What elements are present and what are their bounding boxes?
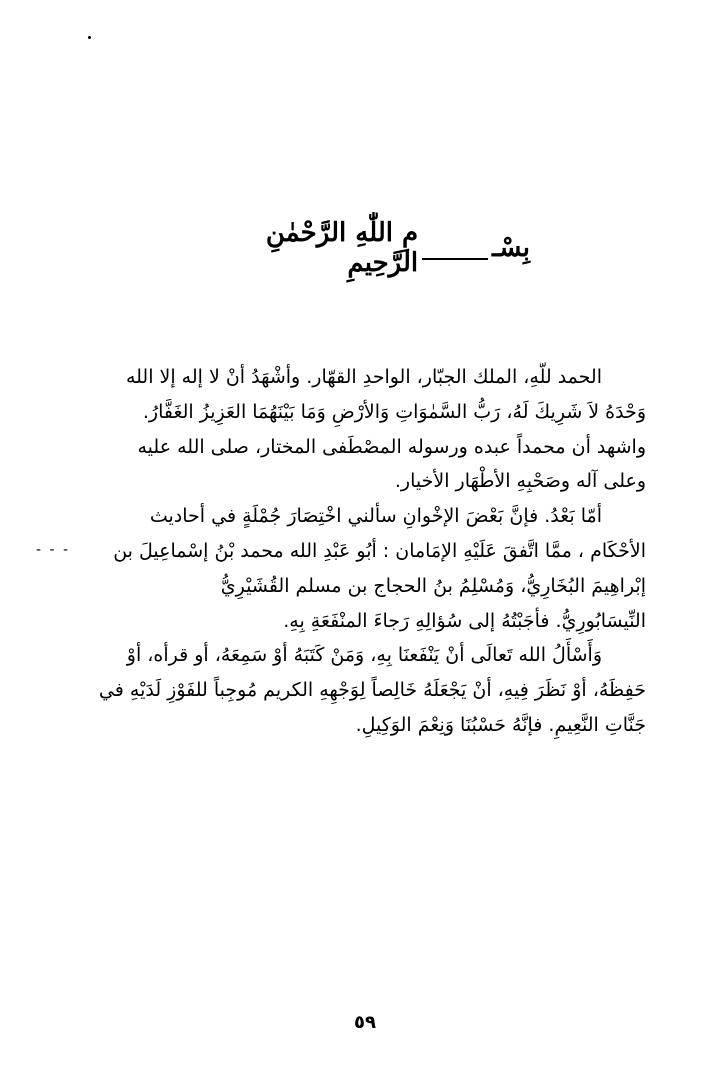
text-line-3: واشهد أن محمداً عبده ورسوله المصْطَفى المختار، صلى الله عليه [137, 435, 646, 458]
text-line-7: إبْراهِيمَ البُخَارِيُّ، وَمُسْلِمُ بنُ الحجاج بن مسلم القُشَيْرِيُّ [220, 574, 646, 597]
text-line-4: وعلى آله وصَحْبِهِ الأطْهَار الأخيار. [394, 470, 646, 493]
basmala-word-bism: بِسْـ [491, 233, 530, 263]
text-line-9: وَأَسْأَلُ الله تَعالَى أنْ يَنْفَعنَا بِهِ، وَمَنْ كَتَبَهُ أوْ سَمِعَهُ، أو قرأه، أوْ [126, 644, 602, 667]
text-line-11: جَنَّاتِ النَّعِيمِ. فإنَّهُ حَسْبُنَا وَنِعْمَ الوَكِيلِ. [355, 713, 646, 736]
text-line-8: النِّيسَابُورِيُّ. فأجَبْتُهُ إلى سُؤالِهِ رَجاءَ المنْفَعَةِ بِهِ. [283, 609, 646, 632]
basmala-heading [200, 218, 530, 278]
scan-speck [88, 36, 91, 39]
text-line-1: الحمد للّهِ، الملك الجبّار، الواحدِ القهّار. وأشْهَدُ أنْ لا إله إلا الله [125, 366, 602, 388]
page-number: ٥٩ [354, 1012, 376, 1033]
basmala-tatweel [422, 258, 488, 260]
margin-dash-mark: - - - [36, 542, 71, 558]
text-line-5: أمّا بَعْدُ. فإنَّ بَعْضَ الإخْوانِ سألني اخْتِصَارَ جُمْلَةٍ في أحاديث [149, 505, 602, 528]
text-line-10: حَفِظَهُ، أوْ نَظَرَ فِيهِ، أنْ يَجْعَلَهُ خَالِصاً لِوَجْهِهِ الكريم مُوجِباً للفَوْزِ لَدَيْهِ في [98, 679, 646, 702]
body-text [90, 360, 646, 743]
text-line-6: الأحْكَام ، ممَّا اتَّفقَ عَلَيْهِ الإمَامان : أبُو عَبْدِ الله محمد بْنُ إسْماعِيلَ بن [113, 539, 646, 562]
text-line-2: وَحْدَهُ لاَ شَرِيكَ لَهُ، رَبُّ السَّمٰوَاتِ وَالأرْضِ وَمَا بَيْنَهُمَا العَزِيزُ الغَفَّارُ. [142, 400, 646, 423]
basmala-remainder: مِ اللّٰهِ الرَّحْمٰنِ الرَّحِيمِ [265, 218, 419, 278]
